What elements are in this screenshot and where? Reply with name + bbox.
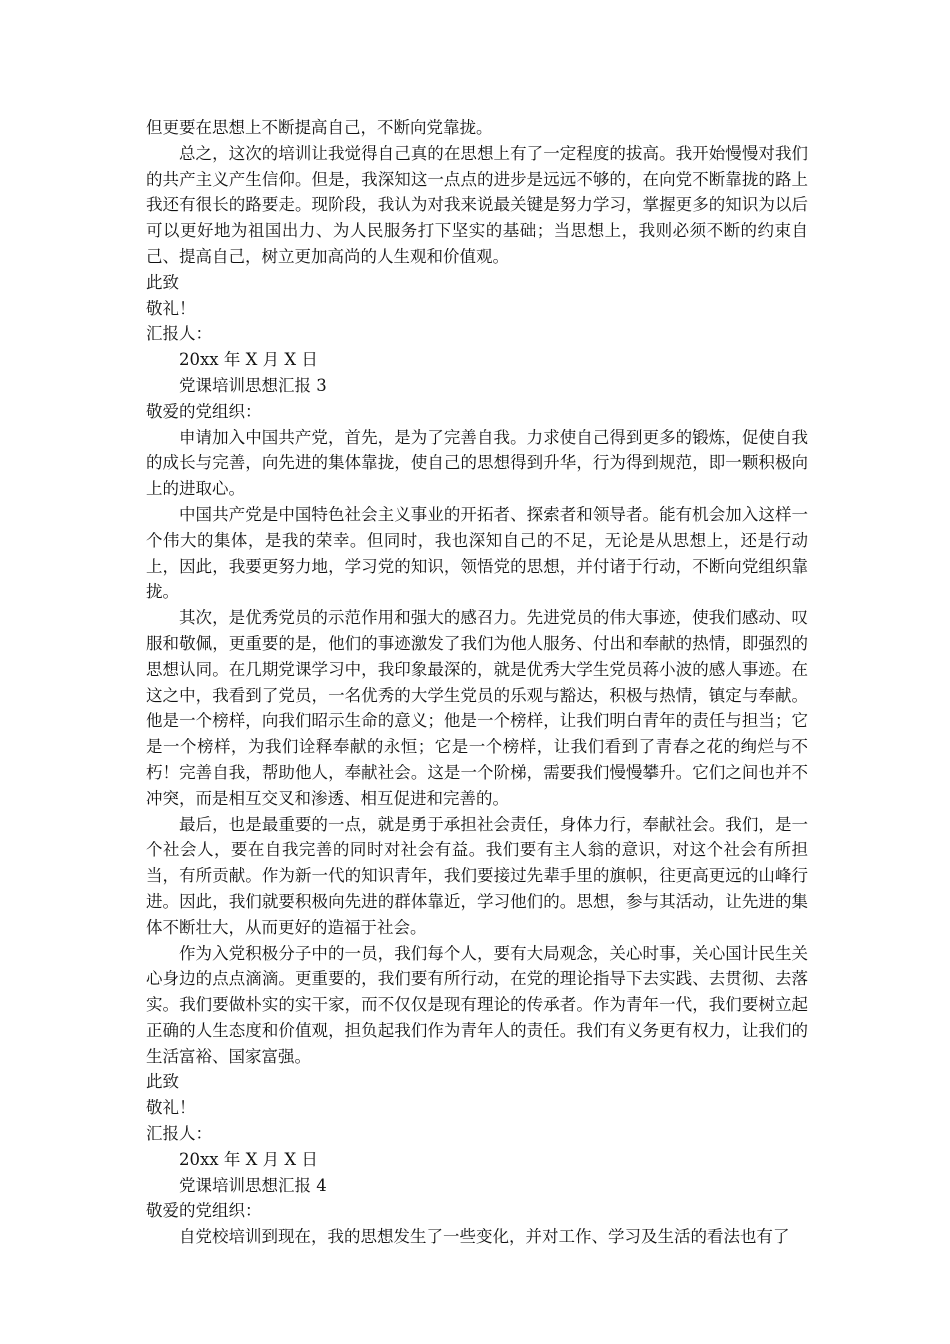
salutation: 敬爱的党组织： bbox=[146, 1201, 262, 1221]
signer-label: 汇报人： bbox=[146, 324, 212, 344]
body-paragraph: 申请加入中国共产党，首先，是为了完善自我。力求使自己得到更多的锻炼，促使自我的成长与完善，向先进的集体靠拢，使自己的思想得到升华，行为得到规范，即一颗积极向上的进取心。 bbox=[146, 427, 808, 499]
closing-cizhi: 此致 bbox=[146, 1072, 179, 1092]
body-paragraph: 作为入党积极分子中的一员，我们每个人，要有大局观念，关心时事，关心国计民生关心身边的点点滴滴。更重要的，我们要有所行动，在党的理论指导下去实践、去贯彻、去落实。我们要做朴实的实干家，而不仅仅是现有理论的传承者。作为青年一代，我们要树立起正确的人生态度和价值观，担负起我们作为青年人的责任。我们有义务更有权力，让我们的生活富裕、国家富强。 bbox=[146, 943, 808, 1066]
body-paragraph: 中国共产党是中国特色社会主义事业的开拓者、探索者和领导者。能有机会加入这样一个伟大的集体，是我的荣幸。但同时，我也深知自己的不足，无论是从思想上，还是行动上，因此，我要更努力地，学习党的知识，领悟党的思想，并付诸于行动，不断向党组织靠拢。 bbox=[146, 504, 808, 602]
closing-cizhi: 此致 bbox=[146, 272, 179, 292]
body-paragraph: 自党校培训到现在，我的思想发生了一些变化，并对工作、学习及生活的看法也有了 bbox=[179, 1227, 790, 1247]
report-date: 20xx 年 X 月 X 日 bbox=[179, 350, 318, 370]
body-paragraph: 最后，也是最重要的一点，就是勇于承担社会责任，身体力行，奉献社会。我们，是一个社会人，要在自我完善的同时对社会有益。我们要有主人翁的意识，对这个社会有所担当，有所贡献。作为新一代的知识青年，我们要接过先辈手里的旗帜，往更高更远的山峰行进。因此，我们就要积极向先进的群体靠近，学习他们的。思想，参与其活动，让先进的集体不断壮大，从而更好的造福于社会。 bbox=[146, 814, 808, 937]
signer-label: 汇报人： bbox=[146, 1124, 212, 1144]
section-title: 党课培训思想汇报 3 bbox=[179, 375, 327, 395]
section-title: 党课培训思想汇报 4 bbox=[179, 1175, 327, 1195]
salutation: 敬爱的党组织： bbox=[146, 401, 262, 421]
document-page bbox=[146, 115, 808, 1250]
paragraph-continuation: 但更要在思想上不断提高自己，不断向党靠拢。 bbox=[146, 118, 493, 137]
closing-jingli: 敬礼！ bbox=[146, 1098, 196, 1118]
paragraph-summary: 总之，这次的培训让我觉得自己真的在思想上有了一定程度的拔高。我开始慢慢对我们的共产主义产生信仰。但是，我深知这一点点的进步是远远不够的，在向党不断靠拢的路上我还有很长的路要走。现阶段，我认为对我来说最关键是努力学习，掌握更多的知识为以后可以更好地为祖国出力、为人民服务打下坚实的基础；当思想上，我则必须不断的约束自己、提高自己，树立更加高尚的人生观和价值观。 bbox=[146, 143, 808, 266]
closing-jingli: 敬礼！ bbox=[146, 298, 196, 318]
body-paragraph: 其次，是优秀党员的示范作用和强大的感召力。先进党员的伟大事迹，使我们感动、叹服和敬佩，更重要的是，他们的事迹激发了我们为他人服务、付出和奉献的热情，即强烈的思想认同。在几期党课学习中，我印象最深的，就是优秀大学生党员蒋小波的感人事迹。在这之中，我看到了党员，一名优秀的大学生党员的乐观与豁达，积极与热情，镇定与奉献。他是一个榜样，向我们昭示生命的意义；他是一个榜样，让我们明白青年的责任与担当；它是一个榜样，为我们诠释奉献的永恒；它是一个榜样，让我们看到了青春之花的绚烂与不朽！完善自我，帮助他人，奉献社会。这是一个阶梯，需要我们慢慢攀升。它们之间也并不冲突，而是相互交叉和渗透、相互促进和完善的。 bbox=[146, 608, 808, 808]
report-date: 20xx 年 X 月 X 日 bbox=[179, 1149, 318, 1169]
